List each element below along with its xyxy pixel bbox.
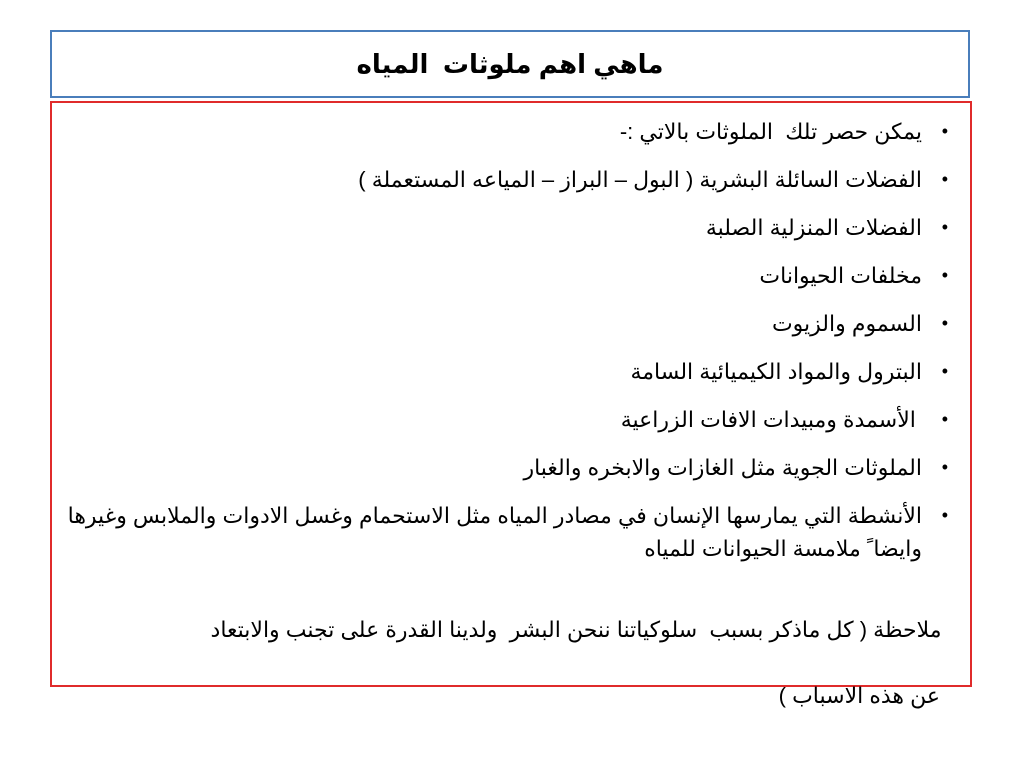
note-line-2: عن هذه الاسباب ) [778,683,940,708]
bullet-item [62,403,948,436]
bullet-item [62,163,948,196]
bullet-text: السموم والزيوت [771,311,922,336]
bullet-dot-icon: • [941,217,948,237]
slide-title: ماهي اهم ملوثات المياه [356,48,664,79]
bullet-list [62,115,948,565]
bullet-dot-icon: • [941,457,948,477]
bullet-text: الملوثات الجوية مثل الغازات والابخره والغبار [523,455,922,480]
bullet-text: الأنشطة التي يمارسها الإنسان في مصادر المياه مثل الاستحمام وغسل الادوات والملابس وغيرها وايضا ً ملامسة الحيوانات للمياه [61,503,922,561]
bullet-item [62,115,948,148]
bullet-item [62,499,948,565]
bullet-text: الأسمدة ومبيدات الافات الزراعية [620,407,922,432]
bullet-text: يمكن حصر تلك الملوثات بالاتي :- [619,119,922,144]
note-line-1: ملاحظة ( كل ماذكر بسبب سلوكياتنا ننحن البشر ولدينا القدرة على تجنب والابتعاد [210,617,942,642]
bullet-text: مخلفات الحيوانات [759,263,922,288]
slide-content-box [50,101,972,708]
bullet-dot-icon: • [941,361,948,381]
bullet-dot-icon: • [941,121,948,141]
bullet-text: الفضلات السائلة البشرية ( البول – البراز – المياعه المستعملة ) [358,167,922,192]
bullet-item [62,211,948,244]
bullet-dot-icon: • [941,409,948,429]
bullet-item [62,355,948,388]
slide-title-box [50,30,970,98]
bullet-item [62,451,948,484]
bullet-item [62,259,948,292]
bullet-text: الفضلات المنزلية الصلبة [705,215,922,240]
bullet-dot-icon: • [941,313,948,333]
bullet-item [62,307,948,340]
bullet-dot-icon: • [941,169,948,189]
bullet-text: البترول والمواد الكيميائية السامة [630,359,922,384]
bullet-dot-icon: • [941,265,948,285]
note-paragraph [62,580,966,778]
bullet-dot-icon: • [941,505,948,525]
